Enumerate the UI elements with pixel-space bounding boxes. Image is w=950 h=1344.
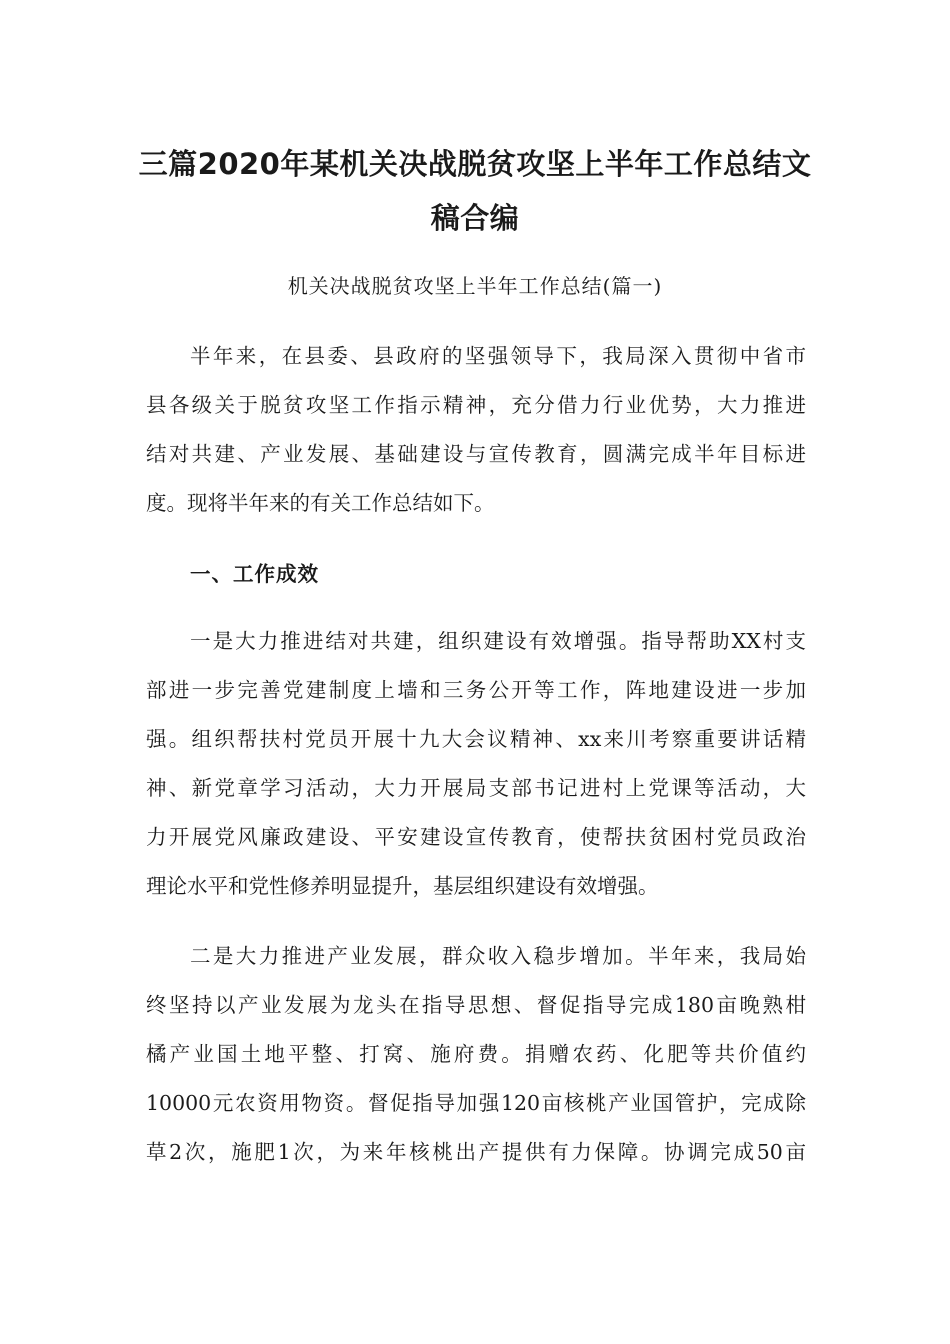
document-title-line-1: 三篇2020年某机关决战脱贫攻坚上半年工作总结文	[138, 147, 812, 181]
paragraph-2-line-5: 力开展党风廉政建设、平安建设宣传教育，使帮扶贫困村党员政治	[146, 825, 806, 849]
section-subtitle: 机关决战脱贫攻坚上半年工作总结(篇一)	[287, 274, 663, 298]
paragraph-3-line-2: 终坚持以产业发展为龙头在指导思想、督促指导完成180亩晚熟柑	[146, 993, 806, 1017]
paragraph-2-line-1: 一是大力推进结对共建，组织建设有效增强。指导帮助XX村支	[190, 629, 806, 653]
paragraph-1-line-4: 度。现将半年来的有关工作总结如下。	[146, 491, 495, 515]
paragraph-1-line-1: 半年来，在县委、县政府的坚强领导下，我局深入贯彻中省市	[190, 344, 806, 368]
paragraph-3-line-1: 二是大力推进产业发展，群众收入稳步增加。半年来，我局始	[190, 944, 806, 968]
paragraph-2-line-6: 理论水平和党性修养明显提升，基层组织建设有效增强。	[146, 874, 659, 898]
document-title-line-2: 稿合编	[430, 201, 520, 235]
paragraph-3-line-4: 10000元农资用物资。督促指导加强120亩核桃产业国管护，完成除	[146, 1091, 806, 1115]
paragraph-2-line-3: 强。组织帮扶村党员开展十九大会议精神、xx来川考察重要讲话精	[146, 727, 806, 751]
section-heading-1: 一、工作成效	[190, 562, 319, 586]
paragraph-3-line-5: 草2次，施肥1次，为来年核桃出产提供有力保障。协调完成50亩	[146, 1140, 806, 1164]
paragraph-2-line-4: 神、新党章学习活动，大力开展局支部书记进村上党课等活动，大	[146, 776, 806, 800]
paragraph-2-line-2: 部进一步完善党建制度上墙和三务公开等工作，阵地建设进一步加	[146, 678, 806, 702]
paragraph-3-line-3: 橘产业国土地平整、打窝、施府费。捐赠农药、化肥等共价值约	[146, 1042, 806, 1066]
paragraph-1-line-3: 结对共建、产业发展、基础建设与宣传教育，圆满完成半年目标进	[146, 442, 806, 466]
paragraph-1-line-2: 县各级关于脱贫攻坚工作指示精神，充分借力行业优势，大力推进	[146, 393, 806, 417]
